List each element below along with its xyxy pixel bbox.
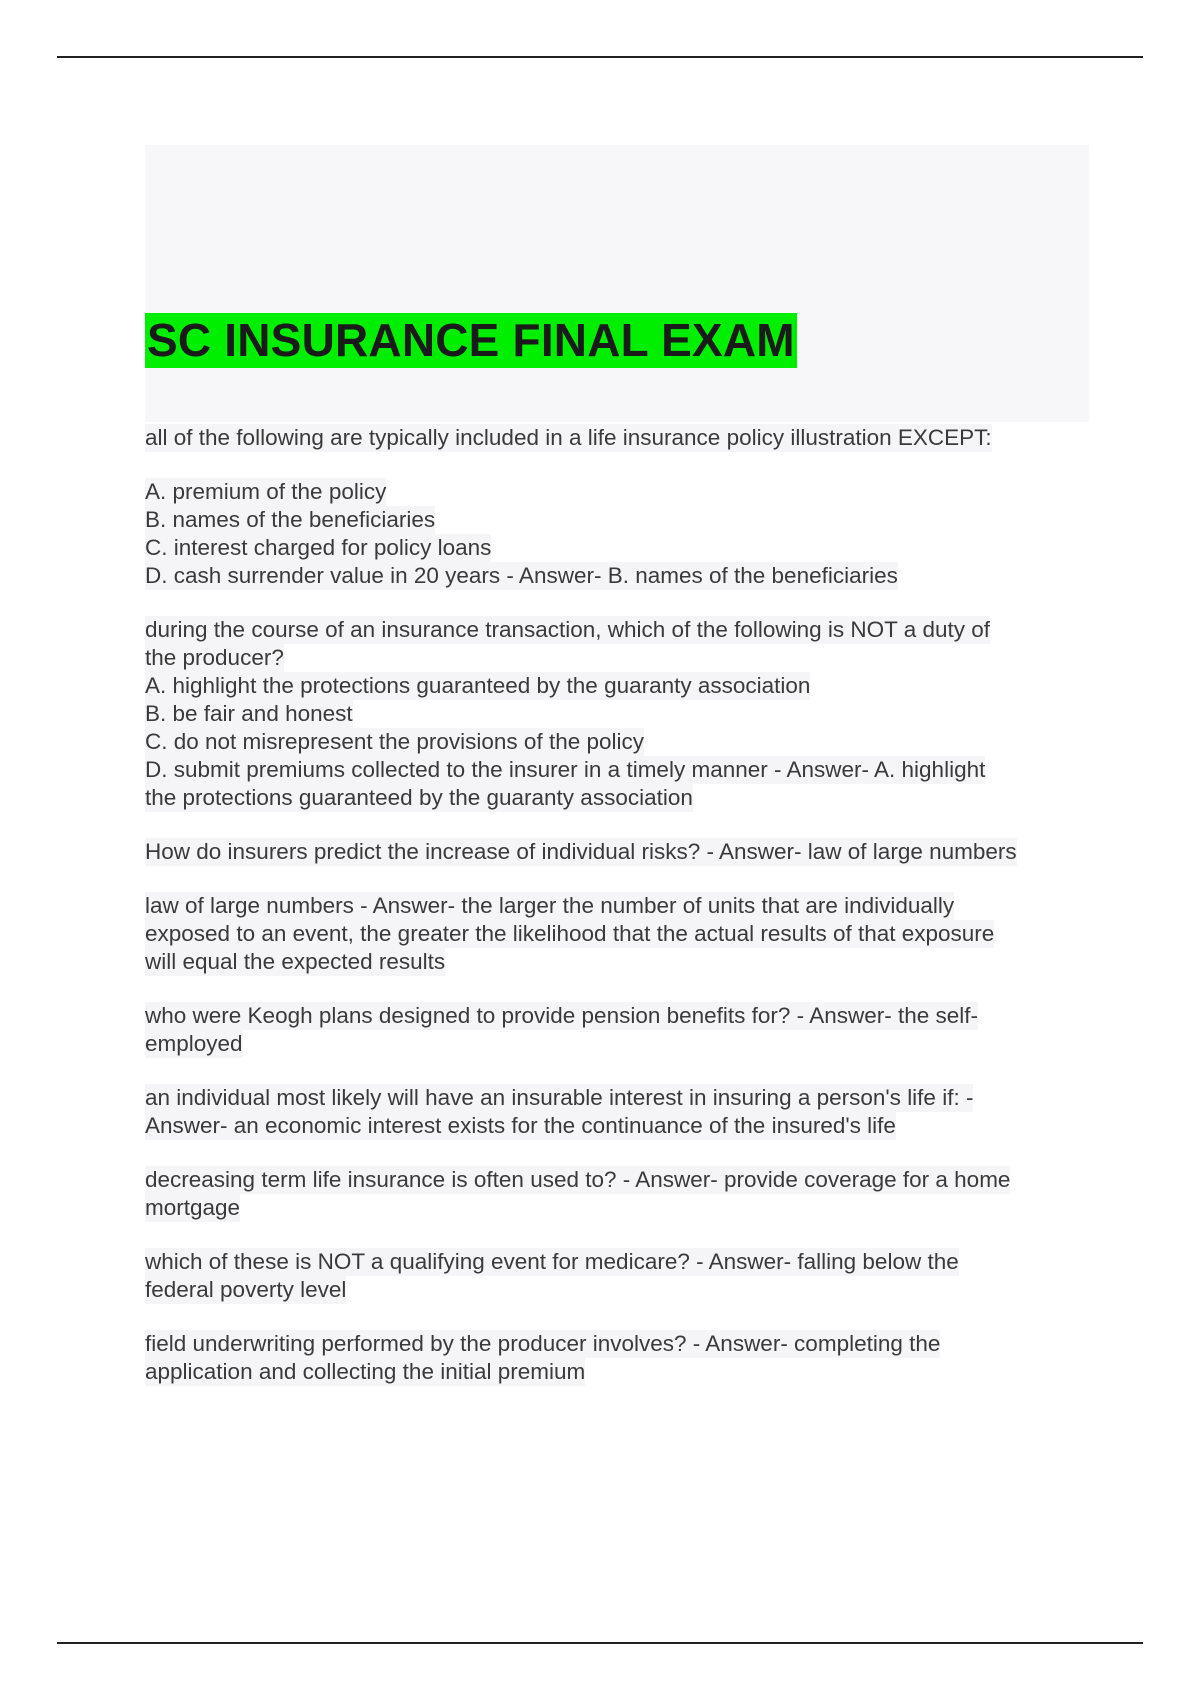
question-answer: an individual most likely will have an insurable interest in insuring a person's life if: - — [145, 1085, 974, 1110]
question-stem: the producer? — [145, 645, 284, 670]
question-7 — [145, 1166, 1090, 1222]
answer-continuation: Answer- an economic interest exists for the continuance of the insured's life — [145, 1113, 896, 1138]
question-answer: field underwriting performed by the producer involves? - Answer- completing the — [145, 1331, 941, 1356]
question-answer: law of large numbers - Answer- the larger the number of units that are individually — [145, 893, 955, 918]
spacer — [145, 452, 1090, 478]
option-c: C. do not misrepresent the provisions of the policy — [145, 729, 644, 754]
question-answer: which of these is NOT a qualifying event for medicare? - Answer- falling below the — [145, 1249, 959, 1274]
question-9 — [145, 1330, 1090, 1386]
option-a: A. highlight the protections guaranteed by the guaranty association — [145, 673, 811, 698]
question-answer: How do insurers predict the increase of individual risks? - Answer- law of large numbers — [145, 839, 1017, 864]
bottom-rule — [57, 1642, 1143, 1644]
question-stem: all of the following are typically included in a life insurance policy illustration EXCEPT: — [145, 425, 992, 450]
option-b: B. names of the beneficiaries — [145, 507, 436, 532]
document-title: SC INSURANCE FINAL EXAM — [147, 314, 795, 366]
answer-continuation: exposed to an event, the greater the likelihood that the actual results of that exposure — [145, 921, 995, 946]
header-panel — [145, 145, 1089, 422]
question-6 — [145, 1084, 1090, 1140]
top-rule — [57, 56, 1143, 58]
question-4 — [145, 892, 1090, 976]
option-c: C. interest charged for policy loans — [145, 535, 492, 560]
option-d-answer: D. submit premiums collected to the insurer in a timely manner - Answer- A. highlight — [145, 757, 986, 782]
answer-continuation: application and collecting the initial premium — [145, 1359, 586, 1384]
option-d-answer: D. cash surrender value in 20 years - Answer- B. names of the beneficiaries — [145, 563, 898, 588]
question-3 — [145, 838, 1090, 866]
question-answer: who were Keogh plans designed to provide pension benefits for? - Answer- the self- — [145, 1003, 978, 1028]
option-b: B. be fair and honest — [145, 701, 353, 726]
answer-continuation: will equal the expected results — [145, 949, 446, 974]
question-stem: during the course of an insurance transaction, which of the following is NOT a duty of — [145, 617, 991, 642]
question-list — [145, 424, 1090, 1412]
answer-continuation: the protections guaranteed by the guaranty association — [145, 785, 693, 810]
question-1 — [145, 424, 1090, 590]
question-8 — [145, 1248, 1090, 1304]
option-a: A. premium of the policy — [145, 479, 387, 504]
answer-continuation: federal poverty level — [145, 1277, 347, 1302]
question-2 — [145, 616, 1090, 812]
answer-continuation: mortgage — [145, 1195, 241, 1220]
question-answer: decreasing term life insurance is often used to? - Answer- provide coverage for a home — [145, 1167, 1011, 1192]
question-5 — [145, 1002, 1090, 1058]
answer-continuation: employed — [145, 1031, 243, 1056]
